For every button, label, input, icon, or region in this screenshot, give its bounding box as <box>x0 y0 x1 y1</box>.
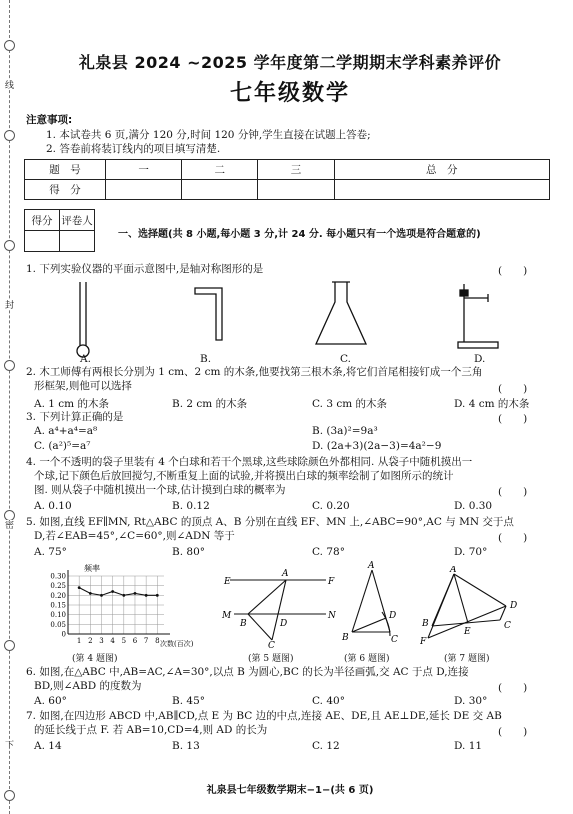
binding-hole <box>4 790 15 801</box>
fig4-xtick-label: 4 <box>110 637 115 645</box>
q1-option-a[interactable]: A. <box>80 353 91 365</box>
fig4-chart <box>40 560 200 652</box>
question-4-line2: 个球,记下颜色后放回搅匀,不断重复上面的试验,并将摸出白球的频率绘制了如图所示的统计 <box>34 470 454 482</box>
q2-option-d[interactable]: D. 4 cm 的木条 <box>454 398 530 410</box>
fig4-xtick-label: 8 <box>155 637 160 645</box>
fig4-xlabel: 次数(百次) <box>160 640 194 648</box>
fig4-caption: (第 4 题图) <box>72 654 118 664</box>
note-item: 1. 本试卷共 6 页,满分 120 分,时间 120 分钟,学生直接在试题上答卷; <box>46 129 371 141</box>
fig4-ytick-label: 0.10 <box>50 611 66 620</box>
question-6-line1: 6. 如图,在△ABC 中,AB=AC,∠A=30°,以点 B 为圆心,BC 的长为半径画弧,交 AC 于点 D,连接 <box>26 666 469 678</box>
answer-paren[interactable]: ( ) <box>498 726 528 738</box>
q1-option-c[interactable]: C. <box>340 353 351 365</box>
fig6-label-b: B <box>342 633 349 643</box>
fig4-ytick-label: 0.25 <box>50 582 66 591</box>
answer-paren[interactable]: ( ) <box>498 383 528 395</box>
question-2-line1: 2. 木工师傅有两根长分别为 1 cm、2 cm 的木条,他要找第三根木条,将它们首尾相接钉成一个三角 <box>26 366 483 378</box>
fig4-grid <box>68 570 170 634</box>
q4-option-a[interactable]: A. 0.10 <box>34 500 72 512</box>
fig6-caption: (第 6 题图) <box>344 654 390 664</box>
score-cell[interactable] <box>106 180 182 200</box>
fig4-data-point <box>78 586 81 589</box>
q6-option-d[interactable]: D. 30° <box>454 695 488 707</box>
q5-option-a[interactable]: A. 75° <box>34 546 67 558</box>
question-4-line1: 4. 一个不透明的袋子里装有 4 个白球和若干个黑球,这些球除颜色外都相同. 从袋子中随机摸出一 <box>26 456 473 468</box>
fig4-xtick-label: 3 <box>99 637 104 645</box>
fig4-ytick-label: 0 <box>61 630 66 639</box>
fig6-label-d: D <box>389 611 397 621</box>
question-5-line2: D,若∠EAB=45°,∠C=60°,则∠ADN 等于 <box>34 530 235 542</box>
fig7-label-d: D <box>510 601 518 611</box>
binding-hole <box>4 240 15 251</box>
fig7-figure <box>420 566 530 650</box>
q6-option-a[interactable]: A. 60° <box>34 695 67 707</box>
segment-ac <box>272 580 286 640</box>
fig4-xticks <box>77 637 160 645</box>
binding-margin <box>0 0 22 814</box>
score-header-cell: 题 号 <box>25 160 106 180</box>
binding-label: 线 <box>3 80 13 89</box>
binding-label: 下 <box>3 740 13 749</box>
fig7-label-c: C <box>504 621 511 631</box>
fig4-data-point <box>122 594 125 597</box>
q2-option-a[interactable]: A. 1 cm 的木条 <box>34 398 109 410</box>
section-header: 一、选择题(共 8 小题,每小题 3 分,计 24 分. 每小题只有一个选项是符合题意的) <box>118 229 481 240</box>
fig4-xtick-label: 6 <box>132 637 138 645</box>
fig4-xtick-label: 5 <box>121 637 127 645</box>
answer-paren[interactable]: ( ) <box>498 265 528 277</box>
fig7-caption: (第 7 题图) <box>444 654 490 664</box>
q3-option-a[interactable]: A. a⁴+a⁴=a⁸ <box>34 425 98 437</box>
question-6-line2: BD,则∠ABD 的度数为 <box>34 680 142 692</box>
score-cell[interactable] <box>258 180 334 200</box>
fig5-label-m: M <box>222 611 232 621</box>
answer-paren[interactable]: ( ) <box>498 532 528 544</box>
segment-ab <box>248 580 286 614</box>
q3-option-d[interactable]: D. (2a+3)(2a−3)=4a²−9 <box>312 440 442 452</box>
fig7-label-e: E <box>464 627 471 637</box>
answer-paren[interactable]: ( ) <box>498 413 528 425</box>
q1-option-b[interactable]: B. <box>200 353 212 365</box>
page-footer: 礼泉县七年级数学期末−1−(共 6 页) <box>206 785 374 796</box>
question-5-line1: 5. 如图,直线 EF∥MN, Rt△ABC 的顶点 A、B 分别在直线 EF、MN 上,∠ABC=90°,AC 与 MN 交于点 <box>26 516 514 528</box>
score-header-cell: 三 <box>258 160 334 180</box>
tube-b-figure <box>195 288 222 340</box>
fig4-data-point <box>100 594 103 597</box>
question-2-line2: 形框架,则他可以选择 <box>34 380 132 392</box>
question-4-line3: 图. 则从袋子中随机摸出一个球,估计摸到白球的概率为 <box>34 484 286 496</box>
q6-option-c[interactable]: C. 40° <box>312 695 345 707</box>
fig7-label-a: A <box>450 566 457 575</box>
notes-heading: 注意事项: <box>26 114 73 126</box>
q2-option-c[interactable]: C. 3 cm 的木条 <box>312 398 388 410</box>
fig4-data-point <box>156 594 159 597</box>
q4-option-b[interactable]: B. 0.12 <box>172 500 210 512</box>
binding-hole <box>4 360 15 371</box>
binding-hole <box>4 640 15 651</box>
fig4-xtick-label: 7 <box>143 637 149 645</box>
q5-option-d[interactable]: D. 70° <box>454 546 488 558</box>
score-header-cell: 二 <box>182 160 258 180</box>
question-1: 1. 下列实验仪器的平面示意图中,是轴对称图形的是 <box>26 263 264 275</box>
fig5-caption: (第 5 题图) <box>248 654 294 664</box>
segment-bd <box>352 618 386 632</box>
binding-label: 封 <box>3 300 13 309</box>
fig4-ytick-label: 0.20 <box>50 591 66 600</box>
q1-figures <box>60 278 540 368</box>
fig5-label-a: A <box>282 569 289 579</box>
q7-option-d[interactable]: D. 11 <box>454 740 483 752</box>
fig6-label-a: A <box>368 561 375 571</box>
q7-option-c[interactable]: C. 12 <box>312 740 340 752</box>
score-header-cell: 一 <box>106 160 182 180</box>
stand-d-figure <box>458 284 498 348</box>
question-7-line2: 的延长线于点 F. 若 AB=10,CD=4,则 AD 的长为 <box>34 724 268 736</box>
fig4-data-point <box>111 590 114 593</box>
fig4-ytick-label: 0.15 <box>50 601 66 610</box>
fig5-label-f: F <box>328 577 335 587</box>
fig4-ylabel: 频率 <box>84 564 100 573</box>
grader-header: 评卷人 <box>60 210 95 231</box>
fig4-xtick-label: 1 <box>76 637 82 645</box>
answer-paren[interactable]: ( ) <box>498 682 528 694</box>
q5-option-c[interactable]: C. 78° <box>312 546 345 558</box>
q6-option-b[interactable]: B. 45° <box>172 695 206 707</box>
q7-option-b[interactable]: B. 13 <box>172 740 200 752</box>
fig4-data-point <box>134 592 137 595</box>
fig4-ytick-label: 0.30 <box>50 572 66 581</box>
fig5-figure <box>218 566 336 648</box>
segment-ab <box>352 570 372 632</box>
segment-bc <box>248 614 272 640</box>
binding-hole <box>4 40 15 51</box>
fig5-label-c: C <box>268 641 275 648</box>
score-cell[interactable] <box>182 180 258 200</box>
score-row-label: 得 分 <box>25 180 106 200</box>
fig7-label-b: B <box>422 619 429 629</box>
q1-option-d[interactable]: D. <box>474 353 486 365</box>
flask-a-figure <box>77 282 89 357</box>
binding-hole <box>4 130 15 141</box>
score-header-cell: 总 分 <box>334 160 549 180</box>
fig5-label-n: N <box>328 611 336 621</box>
fig7-label-f: F <box>420 637 427 647</box>
q2-option-b[interactable]: B. 2 cm 的木条 <box>172 398 248 410</box>
q4-option-d[interactable]: D. 0.30 <box>454 500 493 512</box>
exam-title: 礼泉县 2024 ~2025 学年度第二学期期末学科素养评价 <box>78 53 502 72</box>
grader-cell[interactable] <box>60 231 95 252</box>
q5-option-b[interactable]: B. 80° <box>172 546 206 558</box>
fig4-xtick-label: 2 <box>88 637 93 645</box>
binding-line <box>9 0 10 814</box>
grader-table <box>24 209 95 252</box>
q3-option-c[interactable]: C. (a²)⁵=a⁷ <box>34 440 91 452</box>
fig4-ytick-label: 0.05 <box>50 620 66 629</box>
note-item: 2. 答卷前将装订线内的项目填写清楚. <box>46 143 221 155</box>
fig4-yticks <box>50 573 66 639</box>
grader-header: 得分 <box>25 210 60 231</box>
question-3: 3. 下列计算正确的是 <box>26 411 124 423</box>
fig4-data-point <box>89 592 92 595</box>
binding-label: 密 <box>3 520 13 529</box>
fig6-figure <box>338 558 408 650</box>
question-7-line1: 7. 如图,在四边形 ABCD 中,AB∥CD,点 E 为 BC 边的中点,连接 AE、DE,且 AE⊥DE,延长 DE 交 AB <box>26 710 502 722</box>
score-cell[interactable] <box>334 180 549 200</box>
q7-option-a[interactable]: A. 14 <box>34 740 62 752</box>
fig5-label-e: E <box>224 577 231 587</box>
fig5-label-d: D <box>280 619 288 629</box>
score-table <box>24 159 550 200</box>
grader-cell[interactable] <box>25 231 60 252</box>
subject-title: 七年级数学 <box>229 81 350 106</box>
flask-c-figure <box>316 282 366 344</box>
fig4-data-point <box>145 594 148 597</box>
q3-option-b[interactable]: B. (3a)²=9a³ <box>312 425 378 437</box>
answer-paren[interactable]: ( ) <box>498 486 528 498</box>
fig5-label-b: B <box>240 619 247 629</box>
q4-option-c[interactable]: C. 0.20 <box>312 500 350 512</box>
fig6-label-c: C <box>391 635 398 645</box>
